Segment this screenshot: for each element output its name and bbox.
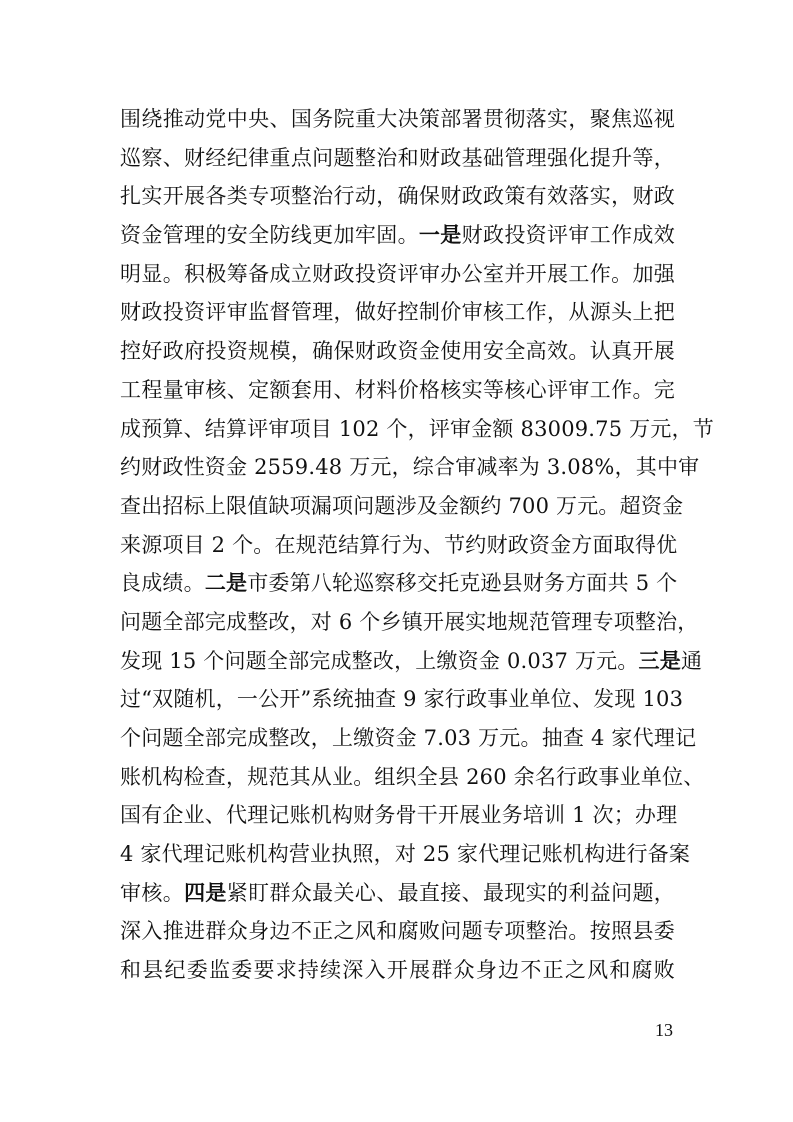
page-number: 13: [655, 1020, 673, 1040]
text-line: [120, 642, 703, 681]
text-line: [120, 912, 675, 951]
text-segment: 国有企业、代理记账机构财务骨干开展业务培训 1 次；办理: [120, 803, 678, 828]
text-line: [120, 448, 700, 487]
bold-marker: 三是: [638, 647, 681, 673]
bold-marker: 一是: [418, 222, 462, 248]
text-line: [120, 293, 675, 332]
text-segment: 市委第八轮巡察移交托克逊县财务方面共 5 个: [247, 571, 678, 596]
text-segment: 财政投资评审工作成效: [461, 223, 675, 248]
text-segment: 扎实开展各类专项整治行动，确保财政政策有效落实，财政: [120, 184, 675, 209]
text-segment: 个问题全部完成整改，上缴资金 7.03 万元。抽查 4 家代理记: [120, 726, 697, 750]
text-line: [120, 796, 678, 835]
text-segment: 审核。: [120, 880, 185, 905]
text-line: [120, 100, 675, 139]
text-line: [120, 332, 675, 371]
text-segment: 查出招标上限值缺项漏项问题涉及金额约 700 万元。超资金: [120, 493, 684, 518]
text-line: [120, 603, 699, 642]
text-line: [120, 139, 675, 178]
text-line: [120, 526, 678, 565]
bold-marker: 四是: [184, 879, 227, 905]
text-line: [120, 758, 705, 797]
text-segment: 账机构检查，规范其从业。组织全县 260 余名行政事业单位、: [120, 764, 705, 789]
text-segment: 财政投资评审监督管理，做好控制价审核工作，从源头上把: [120, 300, 675, 325]
text-line: [120, 564, 678, 603]
text-segment: 来源项目 2 个。在规范结算行为、节约财政资金方面取得优: [120, 532, 678, 557]
text-segment: 资金管理的安全防线更加牢固。: [120, 223, 419, 248]
text-segment: 紧盯群众最关心、最直接、最现实的利益问题，: [226, 880, 675, 905]
text-line: [120, 255, 675, 294]
text-segment: 工程量审核、定额套用、材料价格核实等核心评审工作。完: [120, 377, 675, 402]
text-line: [120, 874, 675, 913]
text-segment: 过“双随机，一公开”系统抽查 9 家行政事业单位、发现 103: [120, 687, 684, 712]
text-line: [120, 487, 684, 526]
text-segment: 围绕推动党中央、国务院重大决策部署贯彻落实，聚焦巡视: [120, 107, 675, 131]
text-segment: 4 家代理记账机构营业执照，对 25 家代理记账机构进行备案: [120, 842, 691, 867]
text-segment: 深入推进群众身边不正之风和腐败问题专项整治。按照县委: [120, 919, 675, 944]
text-segment: 发现 15 个问题全部完成整改，上缴资金 0.037 万元。: [120, 648, 639, 673]
text-segment: 通: [680, 648, 703, 673]
text-line: [120, 835, 691, 874]
text-line: [120, 951, 675, 990]
text-segment: 成预算、结算评审项目 102 个，评审金额 83009.75 万元，节: [120, 416, 714, 441]
text-segment: 良成绩。: [120, 571, 205, 596]
text-line: [120, 719, 697, 758]
bold-marker: 二是: [204, 570, 248, 596]
text-line: [120, 216, 675, 255]
text-segment: 明显。积极筹备成立财政投资评审办公室并开展工作。加强: [120, 261, 675, 286]
text-segment: 巡察、财经纪律重点问题整治和财政基础管理强化提升等，: [120, 145, 675, 170]
body-paragraph: [120, 100, 714, 990]
text-segment: 和县纪委监委要求持续深入开展群众身边不正之风和腐败: [120, 958, 675, 983]
text-segment: 约财政性资金 2559.48 万元，综合审减率为 3.08%，其中审: [120, 455, 700, 480]
text-line: [120, 680, 684, 719]
text-line: [120, 410, 714, 449]
text-segment: 控好政府投资规模，确保财政资金使用安全高效。认真开展: [120, 339, 675, 364]
text-segment: 问题全部完成整改，对 6 个乡镇开展实地规范管理专项整治，: [120, 609, 699, 634]
text-line: [120, 371, 675, 410]
text-line: [120, 177, 675, 216]
